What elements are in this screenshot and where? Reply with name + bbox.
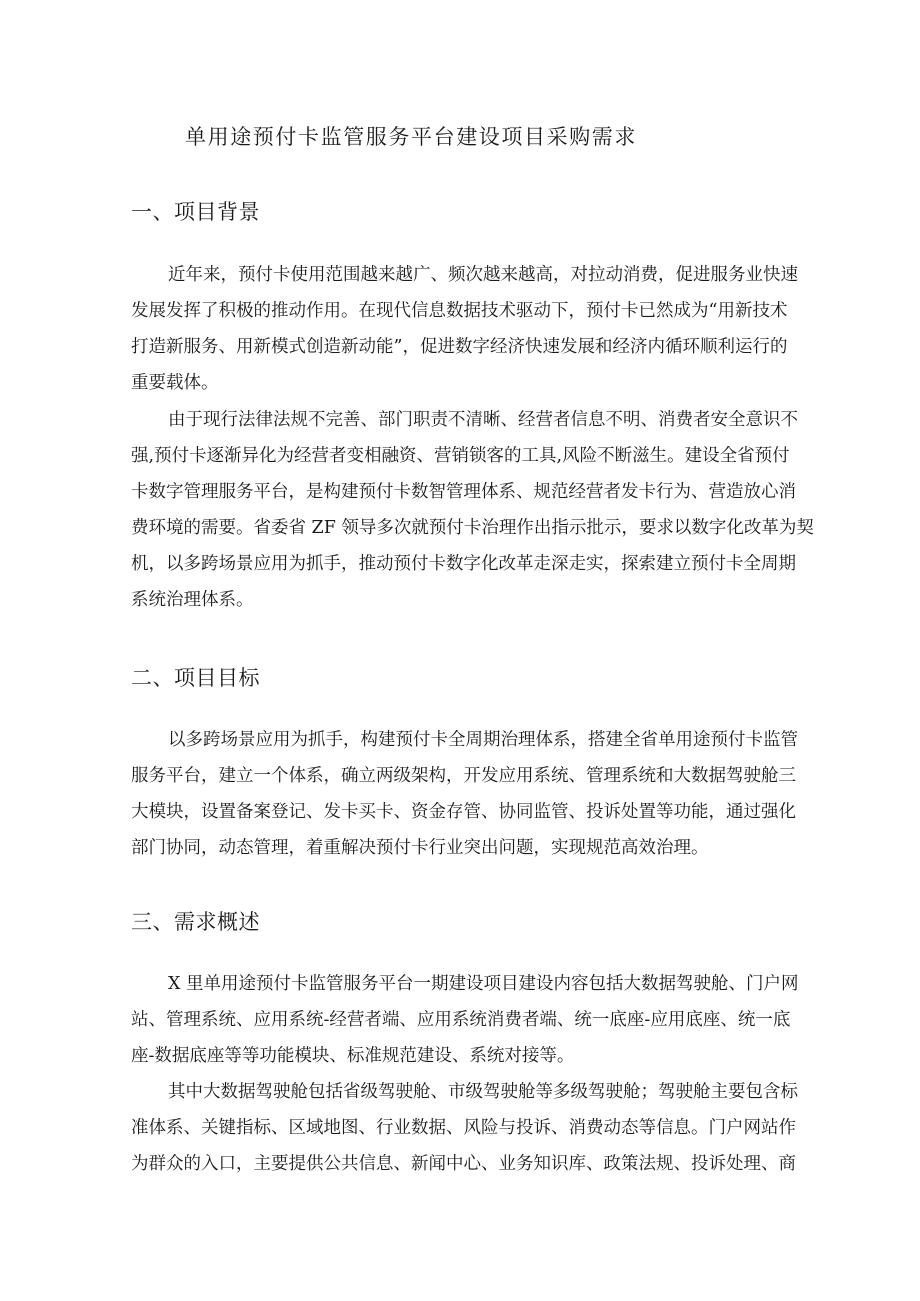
section-heading-background: 一、项目背景 bbox=[131, 200, 260, 224]
text-line: 近年来，预付卡使用范围越来越广、频次越来越高，对拉动消费，促进服务业快速 bbox=[168, 265, 798, 285]
section-heading-goals: 二、项目目标 bbox=[131, 666, 260, 690]
paragraph-goals bbox=[131, 722, 798, 866]
paragraph-background-2 bbox=[131, 402, 814, 618]
text-line: 服务平台，建立一个体系，确立两级架构，开发应用系统、管理系统和大数据驾驶舱三 bbox=[131, 766, 796, 786]
text-line: X 里单用途预付卡监管服务平台一期建设项目建设内容包括大数据驾驶舱、门户网 bbox=[168, 974, 799, 994]
text-line: 发展发挥了积极的推动作用。在现代信息数据技术驱动下，预付卡已然成为“用新技术 bbox=[131, 301, 788, 321]
paragraph-overview-2 bbox=[131, 1074, 798, 1182]
text-line: 大模块，设置备案登记、发卡买卡、资金存管、协同监管、投诉处置等功能，通过强化 bbox=[131, 802, 796, 822]
text-line: 系统治理体系。 bbox=[131, 590, 254, 610]
document-title: 单用途预付卡监管服务平台建设项目采购需求 bbox=[185, 125, 637, 149]
text-line: 重要载体。 bbox=[131, 373, 219, 393]
text-line: 为群众的入口，主要提供公共信息、新闻中心、业务知识库、政策法规、投诉处理、商 bbox=[131, 1154, 796, 1174]
text-line: 准体系、关键指标、区域地图、行业数据、风险与投诉、消费动态等信息。门户网站作 bbox=[131, 1118, 796, 1138]
text-line: 站、管理系统、应用系统-经营者端、应用系统消费者端、统一底座-应用底座、统一底 bbox=[131, 1010, 791, 1030]
section-heading-overview: 三、需求概述 bbox=[131, 910, 260, 934]
text-line: 其中大数据驾驶舱包括省级驾驶舱、市级驾驶舱等多级驾驶舱；驾驶舱主要包含标 bbox=[168, 1082, 798, 1102]
text-line: 座-数据底座等等功能模块、标准规范建设、系统对接等。 bbox=[131, 1046, 575, 1066]
text-line: 由于现行法律法规不完善、部门职责不清晰、经营者信息不明、消费者安全意识不 bbox=[168, 410, 798, 430]
text-line: 卡数字管理服务平台，是构建预付卡数智管理体系、规范经营者发卡行为、营造放心消 bbox=[131, 482, 796, 502]
text-line: 打造新服务、用新模式创造新动能”，促进数字经济快速发展和经济内循环顺利运行的 bbox=[131, 337, 788, 357]
text-line: 以多跨场景应用为抓手，构建预付卡全周期治理体系，搭建全省单用途预付卡监管 bbox=[168, 730, 798, 750]
text-line: 机，以多跨场景应用为抓手，推动预付卡数字化改革走深走实，探索建立预付卡全周期 bbox=[131, 554, 796, 574]
text-line: 费环境的需要。省委省 ZF 领导多次就预付卡治理作出指示批示，要求以数字化改革为契 bbox=[131, 518, 814, 538]
paragraph-overview-1 bbox=[131, 966, 799, 1074]
paragraph-background-1 bbox=[131, 257, 798, 401]
text-line: 部门协同，动态管理，着重解决预付卡行业突出问题，实现规范高效治理。 bbox=[131, 838, 709, 858]
text-line: 强,预付卡逐渐异化为经营者变相融资、营销锁客的工具,风险不断滋生。建设全省预付 bbox=[131, 446, 790, 466]
